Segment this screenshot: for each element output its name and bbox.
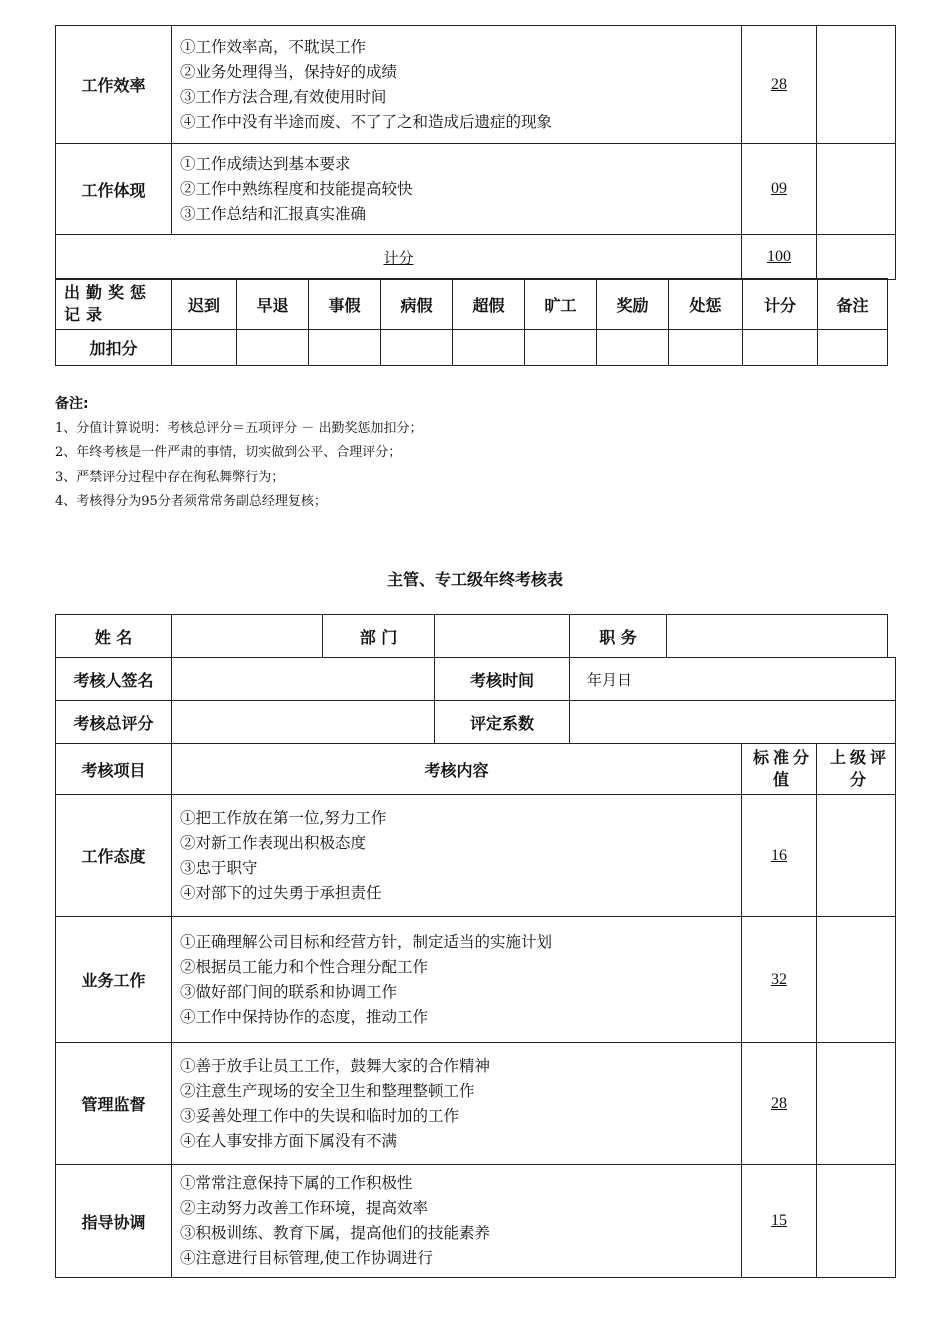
list-item: ④工作中保持协作的态度，推动工作 — [180, 1007, 429, 1026]
col-personal-leave: 事假 — [309, 279, 381, 330]
name-label: 姓 名 — [56, 615, 172, 658]
list-item: ②根据员工能力和个性合理分配工作 — [180, 957, 429, 976]
table-row — [56, 1043, 896, 1165]
list-item: ③积极训练、教育下属，提高他们的技能素养 — [180, 1224, 491, 1242]
supervisor-score-cell[interactable] — [817, 917, 896, 1043]
list-item: ①把工作放在第一位,努力工作 — [180, 808, 387, 827]
note-line: 4、考核得分为95分者须常常务副总经理复核； — [55, 494, 327, 509]
evaluation-header-row — [56, 744, 896, 795]
evaluation-table — [55, 743, 896, 1278]
info-table-rows — [55, 657, 896, 744]
list-item: ④在人事安排方面下属没有不满 — [180, 1131, 398, 1150]
department-label: 部 门 — [323, 615, 435, 658]
review-time-label: 考核时间 — [435, 658, 570, 701]
attendance-cell[interactable] — [453, 330, 525, 366]
row-label: 指导协调 — [56, 1165, 172, 1278]
attendance-cell[interactable] — [669, 330, 743, 366]
attendance-cell[interactable] — [743, 330, 818, 366]
list-item: ①工作效率高，不耽误工作 — [180, 37, 367, 56]
list-item: ③妥善处理工作中的失误和临时加的工作 — [180, 1106, 460, 1125]
standard-score: 32 — [742, 917, 817, 1043]
list-item: ③忠于职守 — [180, 858, 258, 877]
standard-score: 28 — [742, 1043, 817, 1165]
col-late: 迟到 — [172, 279, 237, 330]
row-label: 工作效率 — [56, 26, 172, 144]
standard-score: 09 — [742, 144, 817, 235]
list-item: ②主动努力改善工作环境，提高效率 — [180, 1199, 429, 1217]
attendance-value-row — [56, 330, 888, 366]
total-empty-cell[interactable] — [817, 235, 896, 280]
list-item: ②对新工作表现出积极态度 — [180, 833, 367, 852]
col-standard-header: 标准分值 — [742, 744, 817, 795]
row-items — [172, 144, 742, 235]
col-early-leave: 早退 — [237, 279, 309, 330]
list-item: ②注意生产现场的安全卫生和整理整顿工作 — [180, 1081, 475, 1100]
list-item: ②业务处理得当，保持好的成绩 — [180, 62, 398, 81]
adjust-score-label: 加扣分 — [56, 330, 172, 366]
col-score: 计分 — [743, 279, 818, 330]
list-item: ③工作总结和汇报真实准确 — [180, 204, 367, 223]
total-score: 100 — [742, 235, 817, 280]
attendance-cell[interactable] — [309, 330, 381, 366]
supervisor-score-cell[interactable] — [817, 795, 896, 917]
list-item: ①正确理解公司目标和经营方针，制定适当的实施计划 — [180, 932, 553, 951]
standard-score: 28 — [742, 26, 817, 144]
standard-score: 15 — [742, 1165, 817, 1278]
col-reward: 奖励 — [597, 279, 669, 330]
total-score-label: 考核总评分 — [56, 701, 172, 744]
position-label: 职 务 — [570, 615, 667, 658]
col-absence: 旷工 — [525, 279, 597, 330]
note-line: 3、严禁评分过程中存在徇私舞弊行为； — [55, 469, 285, 485]
col-content-header: 考核内容 — [172, 744, 742, 795]
table-row — [56, 917, 896, 1043]
attendance-header-row — [56, 279, 888, 330]
list-item: ①工作成绩达到基本要求 — [180, 154, 351, 173]
attendance-table — [55, 278, 888, 366]
table-row — [56, 26, 896, 144]
col-overdue-leave: 超假 — [453, 279, 525, 330]
row-items — [172, 1043, 742, 1165]
row-label: 工作态度 — [56, 795, 172, 917]
row-items — [172, 26, 742, 144]
note-line: 1、分值计算说明：考核总评分＝五项评分 － 出勤奖惩加扣分； — [55, 420, 423, 436]
supervisor-score-cell[interactable] — [817, 26, 896, 144]
table-row — [56, 1165, 896, 1278]
row-label: 工作体现 — [56, 144, 172, 235]
attendance-cell[interactable] — [172, 330, 237, 366]
standard-score: 16 — [742, 795, 817, 917]
review-time-field[interactable]: 年月日 — [570, 658, 896, 701]
attendance-cell[interactable] — [525, 330, 597, 366]
list-item: ②工作中熟练程度和技能提高较快 — [180, 179, 413, 198]
department-field[interactable] — [435, 615, 570, 658]
col-remark: 备注 — [818, 279, 888, 330]
list-item: ①善于放手让员工工作，鼓舞大家的合作精神 — [180, 1056, 491, 1075]
supervisor-score-cell[interactable] — [817, 1043, 896, 1165]
list-item: ④工作中没有半途而废、不了了之和造成后遗症的现象 — [180, 112, 553, 131]
list-item: ③做好部门间的联系和协调工作 — [180, 982, 398, 1001]
col-penalty: 处惩 — [669, 279, 743, 330]
row-items — [172, 795, 742, 917]
row-items — [172, 917, 742, 1043]
row-items — [172, 1165, 742, 1278]
total-row — [56, 235, 896, 280]
attendance-record-label: 出勤奖惩记录 — [56, 279, 172, 330]
table-row — [56, 658, 896, 701]
notes-block — [55, 392, 855, 515]
col-item-header: 考核项目 — [56, 744, 172, 795]
attendance-cell[interactable] — [381, 330, 453, 366]
row-label: 管理监督 — [56, 1043, 172, 1165]
coefficient-label: 评定系数 — [435, 701, 570, 744]
row-label: 业务工作 — [56, 917, 172, 1043]
attendance-cell[interactable] — [818, 330, 888, 366]
list-item: ③工作方法合理,有效使用时间 — [180, 87, 387, 106]
position-field[interactable] — [667, 615, 888, 658]
page-title: 主管、专工级年终考核表 — [386, 570, 563, 589]
supervisor-score-cell[interactable] — [817, 144, 896, 235]
name-field[interactable] — [172, 615, 323, 658]
total-label: 计分 — [56, 235, 742, 280]
col-sick-leave: 病假 — [381, 279, 453, 330]
table-row — [56, 144, 896, 235]
col-supervisor-header: 上级评分 — [817, 744, 896, 795]
note-line: 2、年终考核是一件严肃的事情，切实做到公平、合理评分； — [55, 445, 402, 460]
reviewer-signature-field[interactable] — [172, 658, 435, 701]
info-table-row1 — [55, 614, 888, 658]
reviewer-signature-label: 考核人签名 — [56, 658, 172, 701]
list-item: ④注意进行目标管理,使工作协调进行 — [180, 1249, 433, 1267]
table-row — [56, 795, 896, 917]
table-row — [56, 615, 888, 658]
list-item: ④对部下的过失勇于承担责任 — [180, 883, 382, 902]
total-score-field[interactable] — [172, 701, 435, 744]
table-row — [56, 701, 896, 744]
attendance-cell[interactable] — [597, 330, 669, 366]
notes-title: 备注: — [55, 396, 89, 412]
attendance-cell[interactable] — [237, 330, 309, 366]
list-item: ①常常注意保持下属的工作积极性 — [180, 1174, 413, 1192]
coefficient-field[interactable] — [570, 701, 896, 744]
supervisor-score-cell[interactable] — [817, 1165, 896, 1278]
top-evaluation-table — [55, 25, 896, 280]
